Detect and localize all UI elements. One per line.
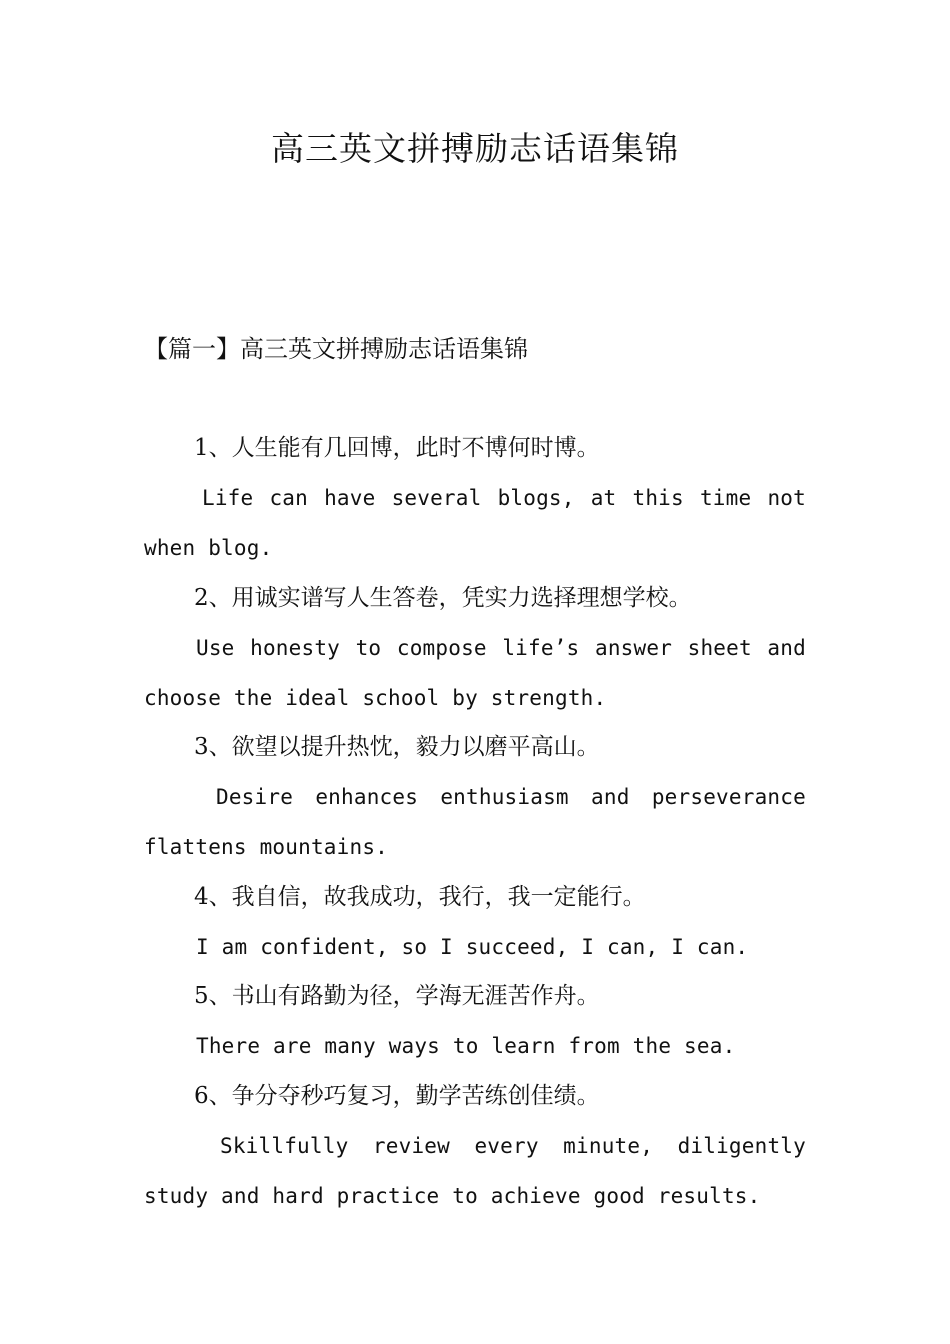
item-2-english-line-2: choose the ideal school by strength. [144, 686, 607, 710]
word: have [324, 486, 376, 510]
word: Skillfully [220, 1134, 349, 1158]
word: not [767, 486, 806, 510]
section-heading: 【篇一】高三英文拼搏励志话语集锦 [144, 335, 528, 363]
item-6-english-line-1 [220, 1131, 806, 1161]
word: review [372, 1134, 450, 1158]
word: Life [202, 486, 254, 510]
item-2-english-line-1 [196, 633, 806, 663]
word: enhances [315, 785, 419, 809]
word: diligently [677, 1134, 806, 1158]
item-3-english-line-1 [216, 782, 806, 812]
word: this [632, 486, 684, 510]
word: every [474, 1134, 539, 1158]
item-6-english-line-2: study and hard practice to achieve good results. [144, 1184, 761, 1208]
item-3-chinese: 3、欲望以提升热忱，毅力以磨平高山。 [194, 734, 600, 760]
word: answer [594, 636, 673, 660]
item-6-chinese: 6、争分夺秒巧复习，勤学苦练创佳绩。 [194, 1083, 600, 1109]
item-1-chinese: 1、人生能有几回博，此时不博何时博。 [194, 435, 600, 461]
item-3-english-line-2: flattens mountains. [144, 835, 389, 859]
item-5-english: There are many ways to learn from the sea. [196, 1034, 736, 1058]
word: to [355, 636, 382, 660]
word: compose [396, 636, 487, 660]
word: enthusiasm [440, 785, 569, 809]
word: sheet [687, 636, 752, 660]
word: minute, [563, 1134, 654, 1158]
item-2-chinese: 2、用诚实谱写人生答卷，凭实力选择理想学校。 [194, 585, 692, 611]
word: and [767, 636, 806, 660]
word: can [269, 486, 308, 510]
word: honesty [250, 636, 341, 660]
word: perseverance [651, 785, 806, 809]
word: time [699, 486, 752, 510]
word: several [391, 486, 482, 510]
document-title: 高三英文拼搏励志话语集锦 [271, 129, 679, 168]
word: Use [196, 636, 235, 660]
item-1-english-line-1 [202, 483, 806, 513]
word: and [591, 785, 630, 809]
item-1-english-line-2: when blog. [144, 536, 273, 560]
word: at [590, 486, 617, 510]
word: blogs, [497, 486, 575, 510]
word: Desire [216, 785, 294, 809]
item-4-chinese: 4、我自信，故我成功，我行，我一定能行。 [194, 884, 646, 910]
word: life’s [502, 636, 580, 660]
item-4-english: I am confident, so I succeed, I can, I can. [196, 935, 749, 959]
item-5-chinese: 5、书山有路勤为径，学海无涯苦作舟。 [194, 983, 600, 1009]
